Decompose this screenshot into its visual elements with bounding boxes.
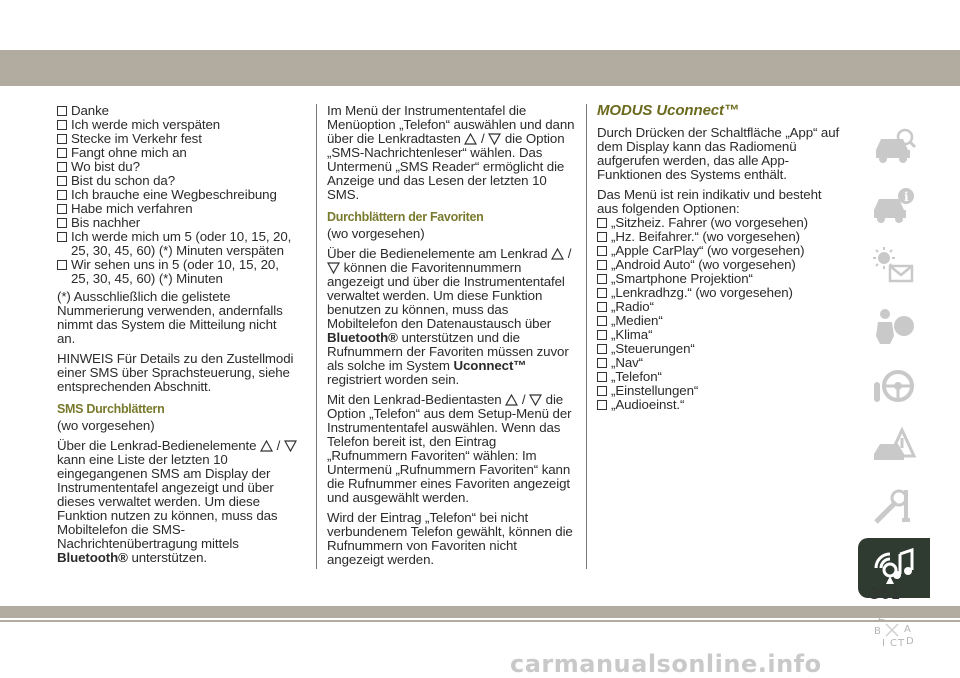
list-item <box>57 174 297 188</box>
page-number: 361 <box>870 584 901 603</box>
list-item-label: „Telefon“ <box>611 369 662 384</box>
list-item <box>597 314 842 328</box>
checkbox-bullet-icon <box>597 358 607 368</box>
list-item-label: Bist du schon da? <box>71 173 176 188</box>
list-item <box>597 370 842 384</box>
list-item-label: „Audioeinst.“ <box>611 397 685 412</box>
list-item-label: „Android Auto“ (wo vorgesehen) <box>611 257 796 272</box>
list-item-label: „Smartphone Projektion“ <box>611 271 753 286</box>
tab-vehicle-info[interactable] <box>858 178 930 238</box>
tab-emergency[interactable] <box>858 418 930 478</box>
checkbox-bullet-icon <box>597 260 607 270</box>
checkbox-bullet-icon <box>57 176 67 186</box>
section-heading-favorites: Durchblättern der Favoriten <box>327 210 484 224</box>
favorites-note: Wird der Eintrag „Telefon“ bei nicht verbundenem Telefon gewählt, können die Rufnummern von Favoriten nicht angezeigt werden. <box>327 510 573 567</box>
list-item <box>597 244 842 258</box>
list-item <box>57 146 297 160</box>
list-item-label: „Klima“ <box>611 327 653 342</box>
list-item <box>57 104 297 118</box>
svg-text:i: i <box>904 190 909 204</box>
section-heading-sms: SMS Durchblättern <box>57 402 165 416</box>
checkbox-bullet-icon <box>57 120 67 130</box>
footer-line <box>0 620 960 622</box>
list-item-label: Habe mich verfahren <box>71 201 193 216</box>
list-item <box>57 216 297 230</box>
sms-reader-text: Im Menü der Instrumententafel die Menüoption „Telefon“ auswählen und dann über die Lenkradtasten / die Option „SMS-Nachrichtenleser“ wählen. Das Untermenü „SMS Reader“ ermöglicht die Anzeige und das Lesen der letzten 10 SMS. <box>327 103 575 202</box>
warning-lights-icon <box>872 246 916 286</box>
car-info-icon <box>872 186 916 226</box>
favorites-text: Über die Bedienelemente am Lenkrad / können die Favoritennummern angezeigt und über die Instrumententafel verwaltet werden. Um diese Funktion benutzen zu können, muss das Mobiltelefon den Datenaustausch über Bluetooth® unterstützen und die Rufnummern der Favoriten müssen zuvor als solche im System Uconnect™ registriert worden sein. <box>327 246 572 387</box>
list-item-label: „Hz. Beifahrer.“ (wo vorgesehen) <box>611 229 800 244</box>
road-warning-icon <box>872 426 916 466</box>
section-heading-uconnect: MODUS Uconnect™ <box>597 102 739 119</box>
list-item <box>597 384 842 398</box>
arrow-down-icon <box>284 440 297 452</box>
maintenance-tools-icon <box>872 486 916 526</box>
checkbox-bullet-icon <box>597 344 607 354</box>
index-letter: T <box>898 638 905 649</box>
safety-airbag-icon <box>872 306 916 346</box>
list-item-label: Bis nachher <box>71 215 141 230</box>
column-3 <box>597 104 842 412</box>
index-letter: B <box>874 626 881 637</box>
sms-message-list <box>57 104 297 286</box>
column-divider <box>316 104 317 569</box>
index-letter: I <box>882 638 885 649</box>
list-item <box>597 300 842 314</box>
list-item-label: Stecke im Verkehr fest <box>71 131 202 146</box>
sms-hint: HINWEIS Für Details zu den Zustellmodi einer SMS über Sprachsteuerung, siehe entsprechenden Abschnitt. <box>57 351 294 394</box>
list-item <box>597 216 842 230</box>
list-item <box>597 286 842 300</box>
header-band <box>0 50 960 86</box>
checkbox-bullet-icon <box>57 260 67 270</box>
column-divider <box>586 104 587 569</box>
checkbox-bullet-icon <box>597 386 607 396</box>
list-item-label: Ich brauche eine Wegbeschreibung <box>71 187 277 202</box>
numbering-note: (*) Ausschließlich die gelistete Nummerierung verwenden, andernfalls nimmt das System die Mitteilung nicht an. <box>57 289 283 346</box>
checkbox-bullet-icon <box>57 218 67 228</box>
list-item-label: „Steuerungen“ <box>611 341 695 356</box>
favorites-select-text: Mit den Lenkrad-Bedientasten / die Option „Telefon“ aus dem Setup-Menü der Instrumententafel auswählen. Wenn das Telefon bereit ist, den Eintrag „Rufnummern Favoriten“ wählen: Im Untermenü „Rufnummern Favoriten“ kann die Rufnummer eines Favoriten angezeigt und ausgewählt werden. <box>327 392 572 505</box>
arrow-down-icon <box>327 262 340 274</box>
list-item <box>57 202 297 216</box>
menu-intro: Das Menü ist rein indikativ und besteht aus folgenden Optionen: <box>597 187 822 216</box>
menu-options-list <box>597 216 842 412</box>
list-item <box>57 188 297 202</box>
list-item-label: Ich werde mich um 5 (oder 10, 15, 20, 25, 30, 45, 60) (*) Minuten verspäten <box>71 229 292 258</box>
arrow-up-icon <box>464 133 477 145</box>
optional-note: (wo vorgesehen) <box>327 226 425 241</box>
tab-maintenance[interactable] <box>858 478 930 538</box>
list-item-label: „Radio“ <box>611 299 654 314</box>
checkbox-bullet-icon <box>57 162 67 172</box>
checkbox-bullet-icon <box>597 302 607 312</box>
list-item <box>57 118 297 132</box>
list-item-label: „Medien“ <box>611 313 663 328</box>
column-2 <box>327 104 577 573</box>
list-item <box>57 230 297 258</box>
index-letter: A <box>904 624 911 635</box>
checkbox-bullet-icon <box>57 106 67 116</box>
tab-warning-lights[interactable] <box>858 238 930 298</box>
checkbox-bullet-icon <box>597 274 607 284</box>
arrow-up-icon <box>551 248 564 260</box>
checkbox-bullet-icon <box>57 134 67 144</box>
sms-browse-text: Über die Lenkrad-Bedienelemente / kann eine Liste der letzten 10 eingegangenen SMS am Display der Instrumententafel angezeigt und über dieses verwaltet werden. Um diese Funktion nutzen zu können, muss das Mobiltelefon die SMS-Nachrichtenübertragung mittels Bluetooth® unterstützen. <box>57 439 297 565</box>
index-letter: C <box>890 638 897 649</box>
list-item <box>597 342 842 356</box>
list-item <box>597 398 842 412</box>
list-item-label: Wo bist du? <box>71 159 140 174</box>
list-item <box>597 258 842 272</box>
checkbox-bullet-icon <box>597 372 607 382</box>
tab-vehicle-overview[interactable] <box>858 118 930 178</box>
list-item-label: Danke <box>71 103 109 118</box>
tab-starting-driving[interactable] <box>858 358 930 418</box>
optional-note: (wo vorgesehen) <box>57 418 155 433</box>
list-item <box>597 356 842 370</box>
index-letter: D <box>906 636 914 647</box>
arrow-down-icon <box>488 133 501 145</box>
list-item <box>597 230 842 244</box>
column-1 <box>57 104 297 571</box>
checkbox-bullet-icon <box>597 288 607 298</box>
chapter-index-tabs <box>858 118 930 658</box>
checkbox-bullet-icon <box>57 204 67 214</box>
list-item-label: „Lenkradhzg.“ (wo vorgesehen) <box>611 285 793 300</box>
list-item-label: „Sitzheiz. Fahrer (wo vorgesehen) <box>611 215 808 230</box>
list-item <box>57 258 297 286</box>
checkbox-bullet-icon <box>57 148 67 158</box>
checkbox-bullet-icon <box>597 400 607 410</box>
list-item <box>597 328 842 342</box>
checkbox-bullet-icon <box>597 218 607 228</box>
list-item <box>57 132 297 146</box>
uconnect-intro: Durch Drücken der Schaltfläche „App“ auf dem Display kann das Radiomenü aufgerufen werden, das alle App-Funktionen des Systems enthält. <box>597 125 840 182</box>
checkbox-bullet-icon <box>597 232 607 242</box>
arrow-down-icon <box>529 394 542 406</box>
checkbox-bullet-icon <box>57 190 67 200</box>
checkbox-bullet-icon <box>597 246 607 256</box>
list-item-label: „Nav“ <box>611 355 644 370</box>
footer-band <box>0 606 960 618</box>
list-item-label: Ich werde mich verspäten <box>71 117 221 132</box>
checkbox-bullet-icon <box>597 330 607 340</box>
car-overview-icon <box>872 126 916 166</box>
list-item-label: „Einstellungen“ <box>611 383 699 398</box>
list-item <box>57 160 297 174</box>
steering-wheel-icon <box>872 366 916 406</box>
watermark: carmanualsonline.info <box>510 650 822 678</box>
multimedia-icon <box>872 546 916 586</box>
list-item-label: „Apple CarPlay“ (wo vorgesehen) <box>611 243 805 258</box>
tab-safety[interactable] <box>858 298 930 358</box>
checkbox-bullet-icon <box>57 232 67 242</box>
list-item-label: Fangt ohne mich an <box>71 145 187 160</box>
arrow-up-icon <box>260 440 273 452</box>
checkbox-bullet-icon <box>597 316 607 326</box>
arrow-up-icon <box>505 394 518 406</box>
list-item-label: Wir sehen uns in 5 (oder 10, 15, 20, 25, 30, 45, 60) (*) Minuten <box>71 257 279 286</box>
list-item <box>597 272 842 286</box>
